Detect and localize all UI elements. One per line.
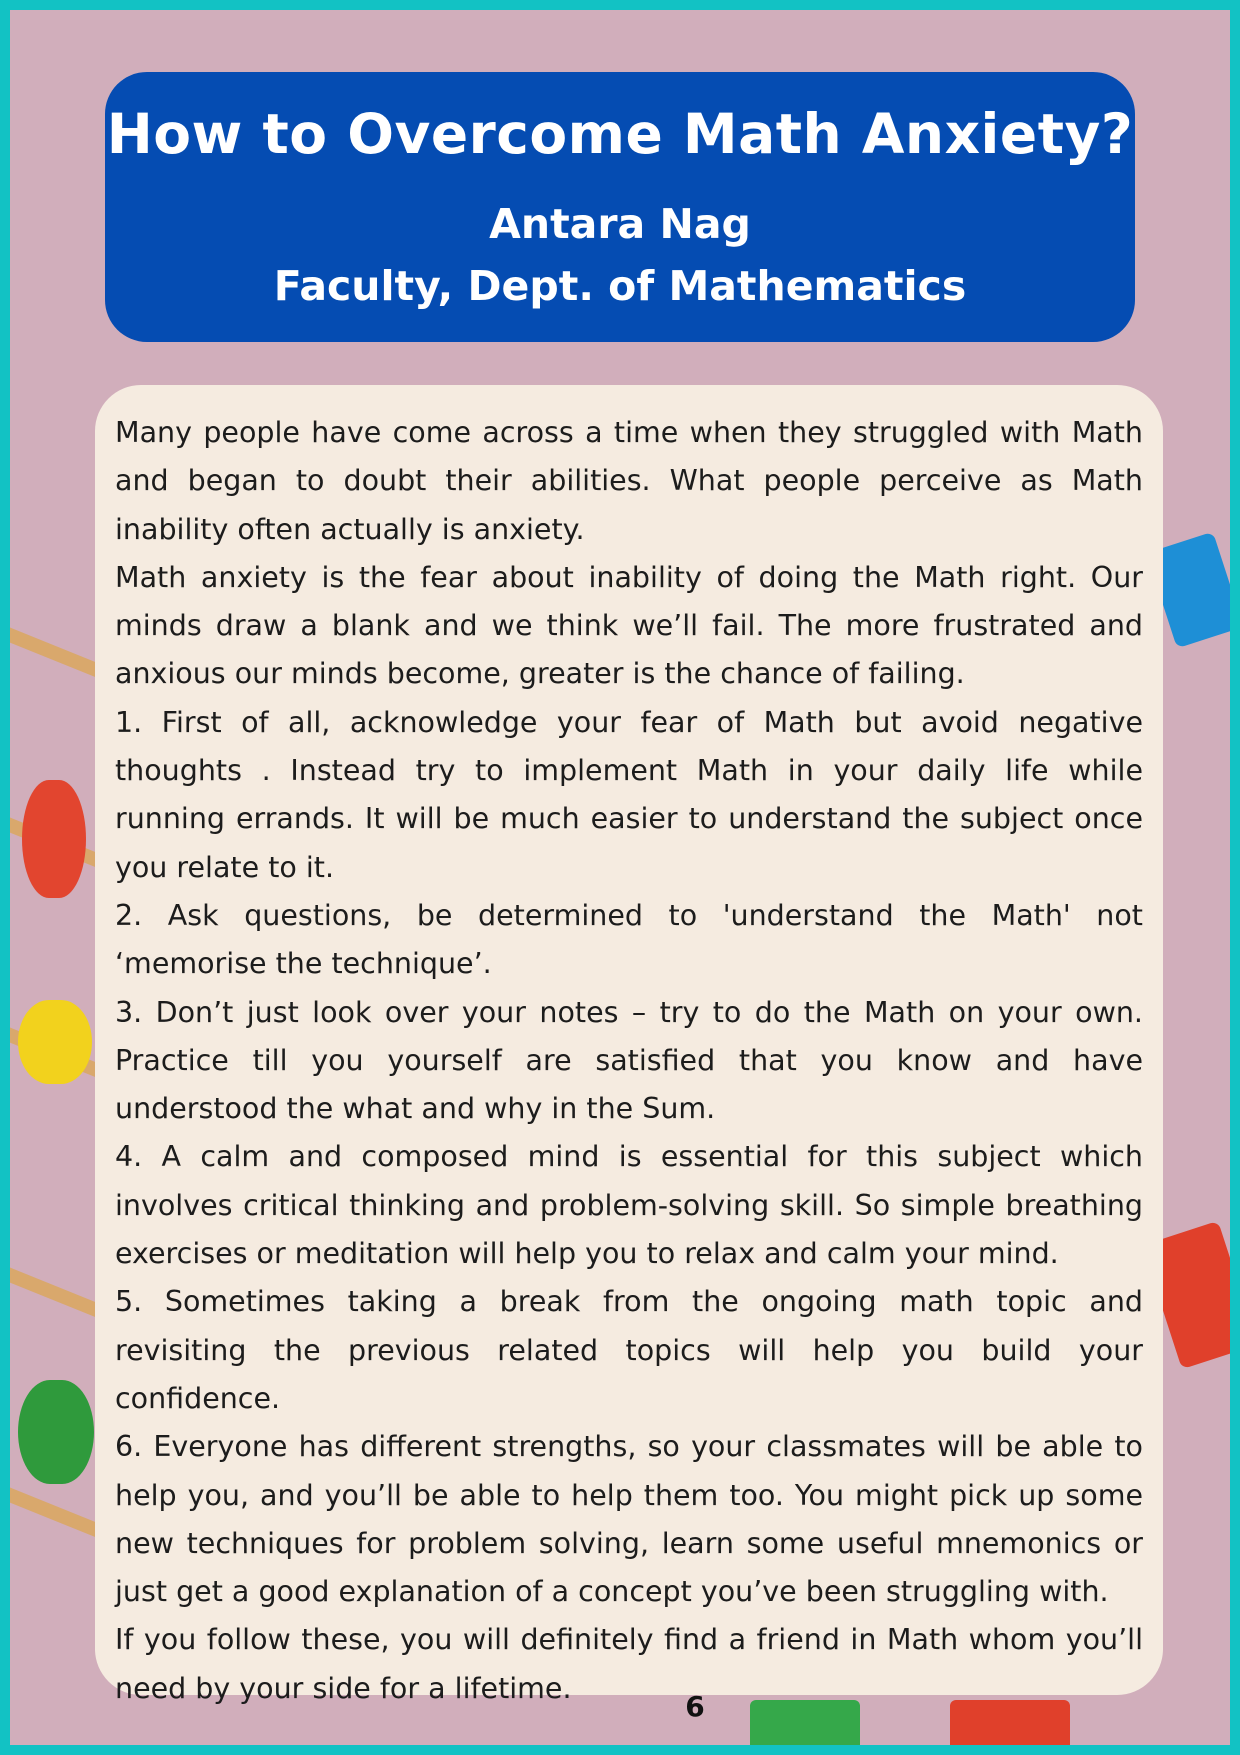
paragraph: Math anxiety is the fear about inability of doing the Math right. Our minds draw a blank and we think we’ll fail. The more frustrated and anxious our minds become, greater is the chance of failing. <box>115 560 1143 691</box>
tip-6: 6. Everyone has different strengths, so your classmates will be able to help you, and you’ll be able to help them too. You might pick up some new techniques for problem solving, learn some useful mnemonics or just get a good explanation of a concept you’ve been struggling with. <box>115 1430 1143 1609</box>
tip-2: 2. Ask questions, be determined to 'understand the Math' not ‘memorise the technique’. <box>115 898 1143 981</box>
article-body <box>95 385 1163 1705</box>
author-name: Antara Nag <box>489 200 751 248</box>
green-bead <box>18 1380 94 1484</box>
tip-3: 3. Don’t just look over your notes – try to do the Math on your own. Practice till you yourself are satisfied that you know and have understood the what and why in the Sum. <box>115 995 1143 1126</box>
page-title: How to Overcome Math Anxiety? <box>106 102 1134 166</box>
paragraph: Many people have come across a time when they struggled with Math and began to doubt their abilities. What people perceive as Math inability often actually is anxiety. <box>115 416 1143 546</box>
yellow-bead <box>18 1000 92 1084</box>
tip-4: 4. A calm and composed mind is essential for this subject which involves critical thinking and problem-solving skill. So simple breathing exercises or meditation will help you to relax and calm your mind. <box>115 1140 1143 1271</box>
conclusion: If you follow these, you will definitely find a friend in Math whom you’ll need by your side for a lifetime. <box>115 1623 1143 1705</box>
tip-1: 1. First of all, acknowledge your fear of Math but avoid negative thoughts . Instead try to implement Math in your daily life while running errands. It will be much easier to understand the subject once you relate to it. <box>115 705 1143 884</box>
tip-5: 5. Sometimes taking a break from the ongoing math topic and revisiting the previous related topics will help you build your confidence. <box>115 1285 1143 1415</box>
author-affiliation: Faculty, Dept. of Mathematics <box>273 262 967 310</box>
red-bead <box>22 780 86 898</box>
title-banner <box>105 72 1135 342</box>
page-number: 6 <box>685 1690 705 1723</box>
